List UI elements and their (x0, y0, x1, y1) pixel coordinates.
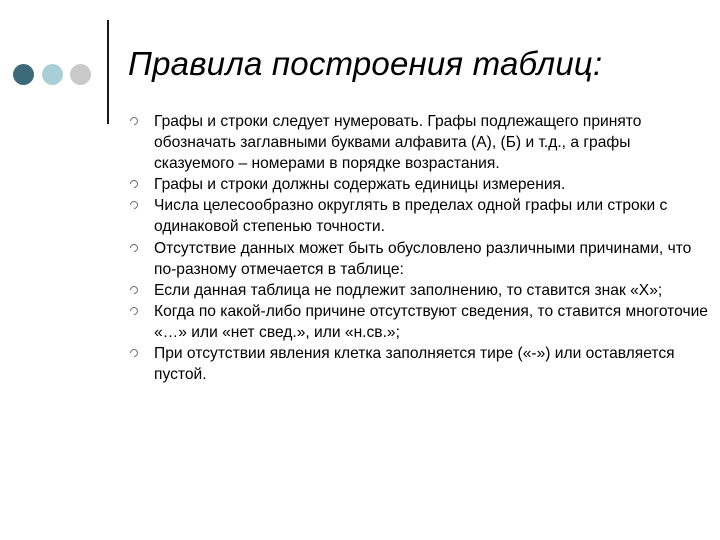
hollow-circle-bullet-icon (128, 242, 139, 253)
bullet-text: При отсутствии явления клетка заполняется тире («-») или оставляется пустой. (154, 345, 675, 384)
hollow-circle-bullet-icon (128, 200, 139, 211)
bullet-text: Числа целесообразно округлять в пределах одной графы или строки с одинаковой степенью точности. (154, 197, 668, 236)
dot-light-teal-icon (42, 64, 63, 85)
hollow-circle-bullet-icon (128, 115, 139, 126)
dot-gray-icon (70, 64, 91, 85)
bullet-item (128, 301, 708, 343)
hollow-circle-bullet-icon (128, 179, 139, 190)
bullet-text: Графы и строки должны содержать единицы измерения. (154, 176, 566, 194)
dot-dark-teal-icon (13, 64, 34, 85)
bullet-item (128, 280, 708, 301)
bullet-text: Отсутствие данных может быть обусловлено различными причинами, что по-разному отмечается в таблице: (154, 239, 692, 278)
hollow-circle-bullet-icon (128, 305, 139, 316)
bullet-item (128, 111, 708, 174)
bullet-text: Когда по какой-либо причине отсутствуют сведения, то ставится многоточие «…» или «нет свед.», или «н.св.»; (154, 302, 708, 341)
bullet-item (128, 343, 708, 385)
hollow-circle-bullet-icon (128, 284, 139, 295)
bullet-text: Графы и строки следует нумеровать. Графы подлежащего принято обозначать заглавными буквами алфавита (А), (Б) и т.д., а графы сказуемого – номерами в порядке возрастания. (154, 113, 642, 173)
bullet-text: Если данная таблица не подлежит заполнению, то ставится знак «Х»; (154, 281, 663, 299)
hollow-circle-bullet-icon (128, 347, 139, 358)
title-divider-line (107, 20, 109, 124)
decorative-dots (13, 64, 93, 86)
bullet-item (128, 238, 708, 280)
slide-title: Правила построения таблиц: (128, 45, 603, 82)
bullet-list (128, 111, 708, 385)
bullet-item (128, 195, 708, 237)
bullet-item (128, 174, 708, 195)
